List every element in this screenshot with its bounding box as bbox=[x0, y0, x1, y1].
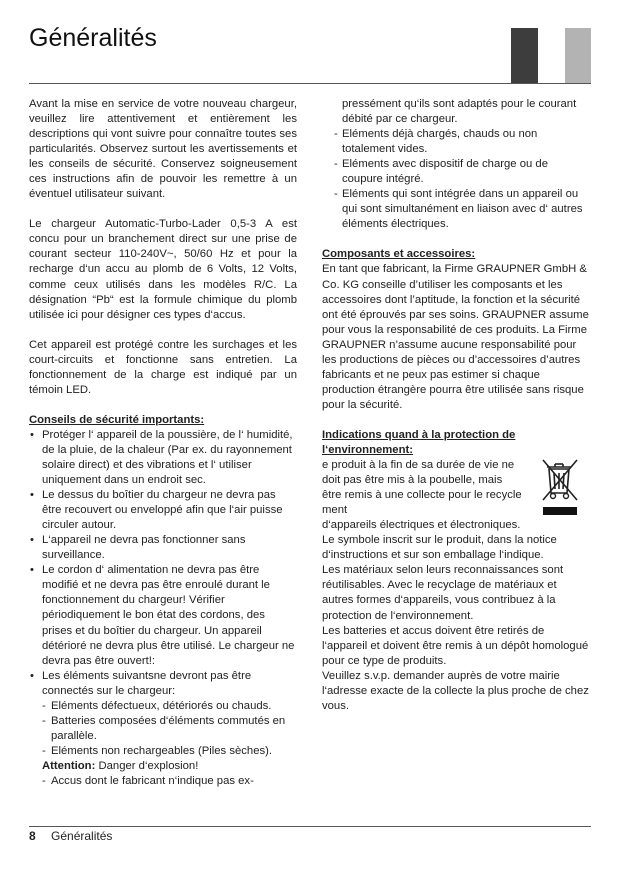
excluded-elements-list bbox=[42, 699, 297, 759]
crossed-out-wheelie-bin-icon bbox=[540, 455, 580, 519]
attention-text: Danger d‘explosion! bbox=[95, 759, 199, 772]
list-item: • L‘appareil ne devra pas fonctionner sans surveillance. bbox=[29, 533, 297, 563]
title-divider bbox=[29, 83, 591, 84]
excluded-elements-list-continued bbox=[42, 774, 297, 789]
environment-heading: Indications quand à la protection de l‘environnement: bbox=[322, 428, 516, 456]
page-title: Généralités bbox=[29, 24, 157, 52]
batteries-paragraph: Les batteries et accus doivent être retirés de l‘appareil et doivent être remis à un dépôt homologué pour ce type de produits. bbox=[322, 624, 589, 667]
list-item-text: Les éléments suivantsne devront pas être connectés sur le chargeur: bbox=[42, 669, 252, 697]
page-footer bbox=[29, 829, 112, 843]
attention-note bbox=[42, 759, 297, 774]
materials-paragraph: Les matériaux selon leurs reconnaissances sont réutilisables. Avec le recyclage de matériaux et autres formes d‘appareils, vous contribuez à la protection de l‘environnement. bbox=[322, 564, 564, 622]
left-column bbox=[29, 97, 297, 789]
section-tab-light bbox=[565, 28, 591, 83]
list-item: - Batteries composées d‘éléments commutés en parallèle. bbox=[42, 714, 297, 744]
list-item: • Le dessus du boîtier du chargeur ne devra pas être recouvert ou enveloppé afin que l‘air puisse circuler autour. bbox=[29, 488, 297, 533]
safety-list bbox=[29, 428, 297, 789]
list-item: - Eléments déjà chargés, chauds ou non totalement vides. bbox=[322, 127, 590, 157]
safety-heading: Conseils de sécurité importants: bbox=[29, 413, 205, 426]
list-item bbox=[29, 669, 297, 789]
list-item: • Le cordon d‘ alimentation ne devra pas être modifié et ne devra pas être enroulé durant le fonctionnement du chargeur! Vérifier périodiquement le bon état des cordons, des prises et du boîtier du chargeur. Un appareil détérioré ne devra plus être utilisé. Le chargeur ne devra pas être ouvert!: bbox=[29, 563, 297, 668]
components-heading: Composants et accessoires: bbox=[322, 248, 476, 261]
intro-paragraph: Avant la mise en service de votre nouveau chargeur, veuillez lire attentivement et entièrement les descriptions qui vont suivre pour connaître toutes ses particularités. Observez surtout les avertissements et les conseils de sécurité. Conservez soigneusement ces instructions afin de pouvoir les remettre à un éventuel utilisateur suivant. bbox=[29, 98, 297, 201]
environment-section bbox=[322, 428, 590, 714]
symbol-paragraph: Le symbole inscrit sur le produit, dans la notice d‘instructions et sur son emballage l‘indique. bbox=[322, 534, 557, 562]
list-item: - Eléments avec dispositif de charge ou de coupure intégré. bbox=[322, 157, 590, 187]
page-number: 8 bbox=[29, 829, 36, 843]
protection-paragraph: Cet appareil est protégé contre les surchages et les court-circuits et fonctionne sans entretien. La fonctionnement de la charge est indiqué par un témoin LED. bbox=[29, 338, 297, 396]
footer-divider bbox=[29, 826, 591, 827]
components-paragraph: En tant que fabricant, la Firme GRAUPNER GmbH & Co. KG conseille d’utiliser les composants et les accessoires dont l’aptitude, la fonction et la sécurité ont été éprouvés par ses soins. GRAUPNER assume pour vous la responsabilité de ces produits. La Firme GRAUPNER n’assume aucune responsabilité pour les productions de pièces ou d’accessoires d’autres fabricants et ne peux pas estimer si chaque production étrangère pourra être utilisée sans risque pour la sécurité. bbox=[322, 263, 589, 411]
list-item: - Accus dont le fabricant n‘indique pas ex- bbox=[42, 774, 297, 789]
excluded-elements-list-right bbox=[322, 127, 590, 232]
mairie-paragraph: Veuillez s.v.p. demander auprès de votre mairie l‘adresse exacte de la collecte la plus proche de chez vous. bbox=[322, 669, 589, 712]
list-item: • Protéger l‘ appareil de la poussière, de l‘ humidité, de la pluie, de la chaleur (Par ex. du rayonnement solaire direct) et des vibrations et l‘ utiliser uniquement dans un endroit sec. bbox=[29, 428, 297, 488]
list-item: - Eléments non rechargeables (Piles sèches). bbox=[42, 744, 297, 759]
list-item: - Eléments qui sont intégrée dans un appareil ou qui sont simultanément en liaison avec d‘ autres éléments électriques. bbox=[322, 187, 590, 232]
continued-item-text: pressément qu‘ils sont adaptés pour le courant débité par ce chargeur. bbox=[342, 98, 577, 126]
environment-paragraph: e produit à la fin de sa durée de vie ne doit pas être mis à la poubelle, mais être remis à une collecte pour le recycle ment bbox=[322, 459, 522, 517]
charger-paragraph: Le chargeur Automatic-Turbo-Lader 0,5-3 A est concu pour un branchement direct sur une prise de courant secteur 110-240V~, 50/60 Hz et pour la recharge d‘un accu au plomb de 6 Volts, 12 Volts, comme ceux utilisés dans les modèles R/C. La désignation “Pb“ est la formule chimique du plomb utilisée ici pour désigner ces types d‘accus. bbox=[29, 218, 297, 321]
footer-section-title: Généralités bbox=[51, 829, 113, 843]
attention-label: Attention: bbox=[42, 759, 96, 772]
right-column bbox=[322, 97, 590, 714]
list-item: - Eléments défectueux, détériorés ou chauds. bbox=[42, 699, 297, 714]
environment-paragraph-continued: d‘appareils électriques et électroniques. bbox=[322, 519, 521, 532]
section-tab-dark bbox=[511, 28, 538, 83]
